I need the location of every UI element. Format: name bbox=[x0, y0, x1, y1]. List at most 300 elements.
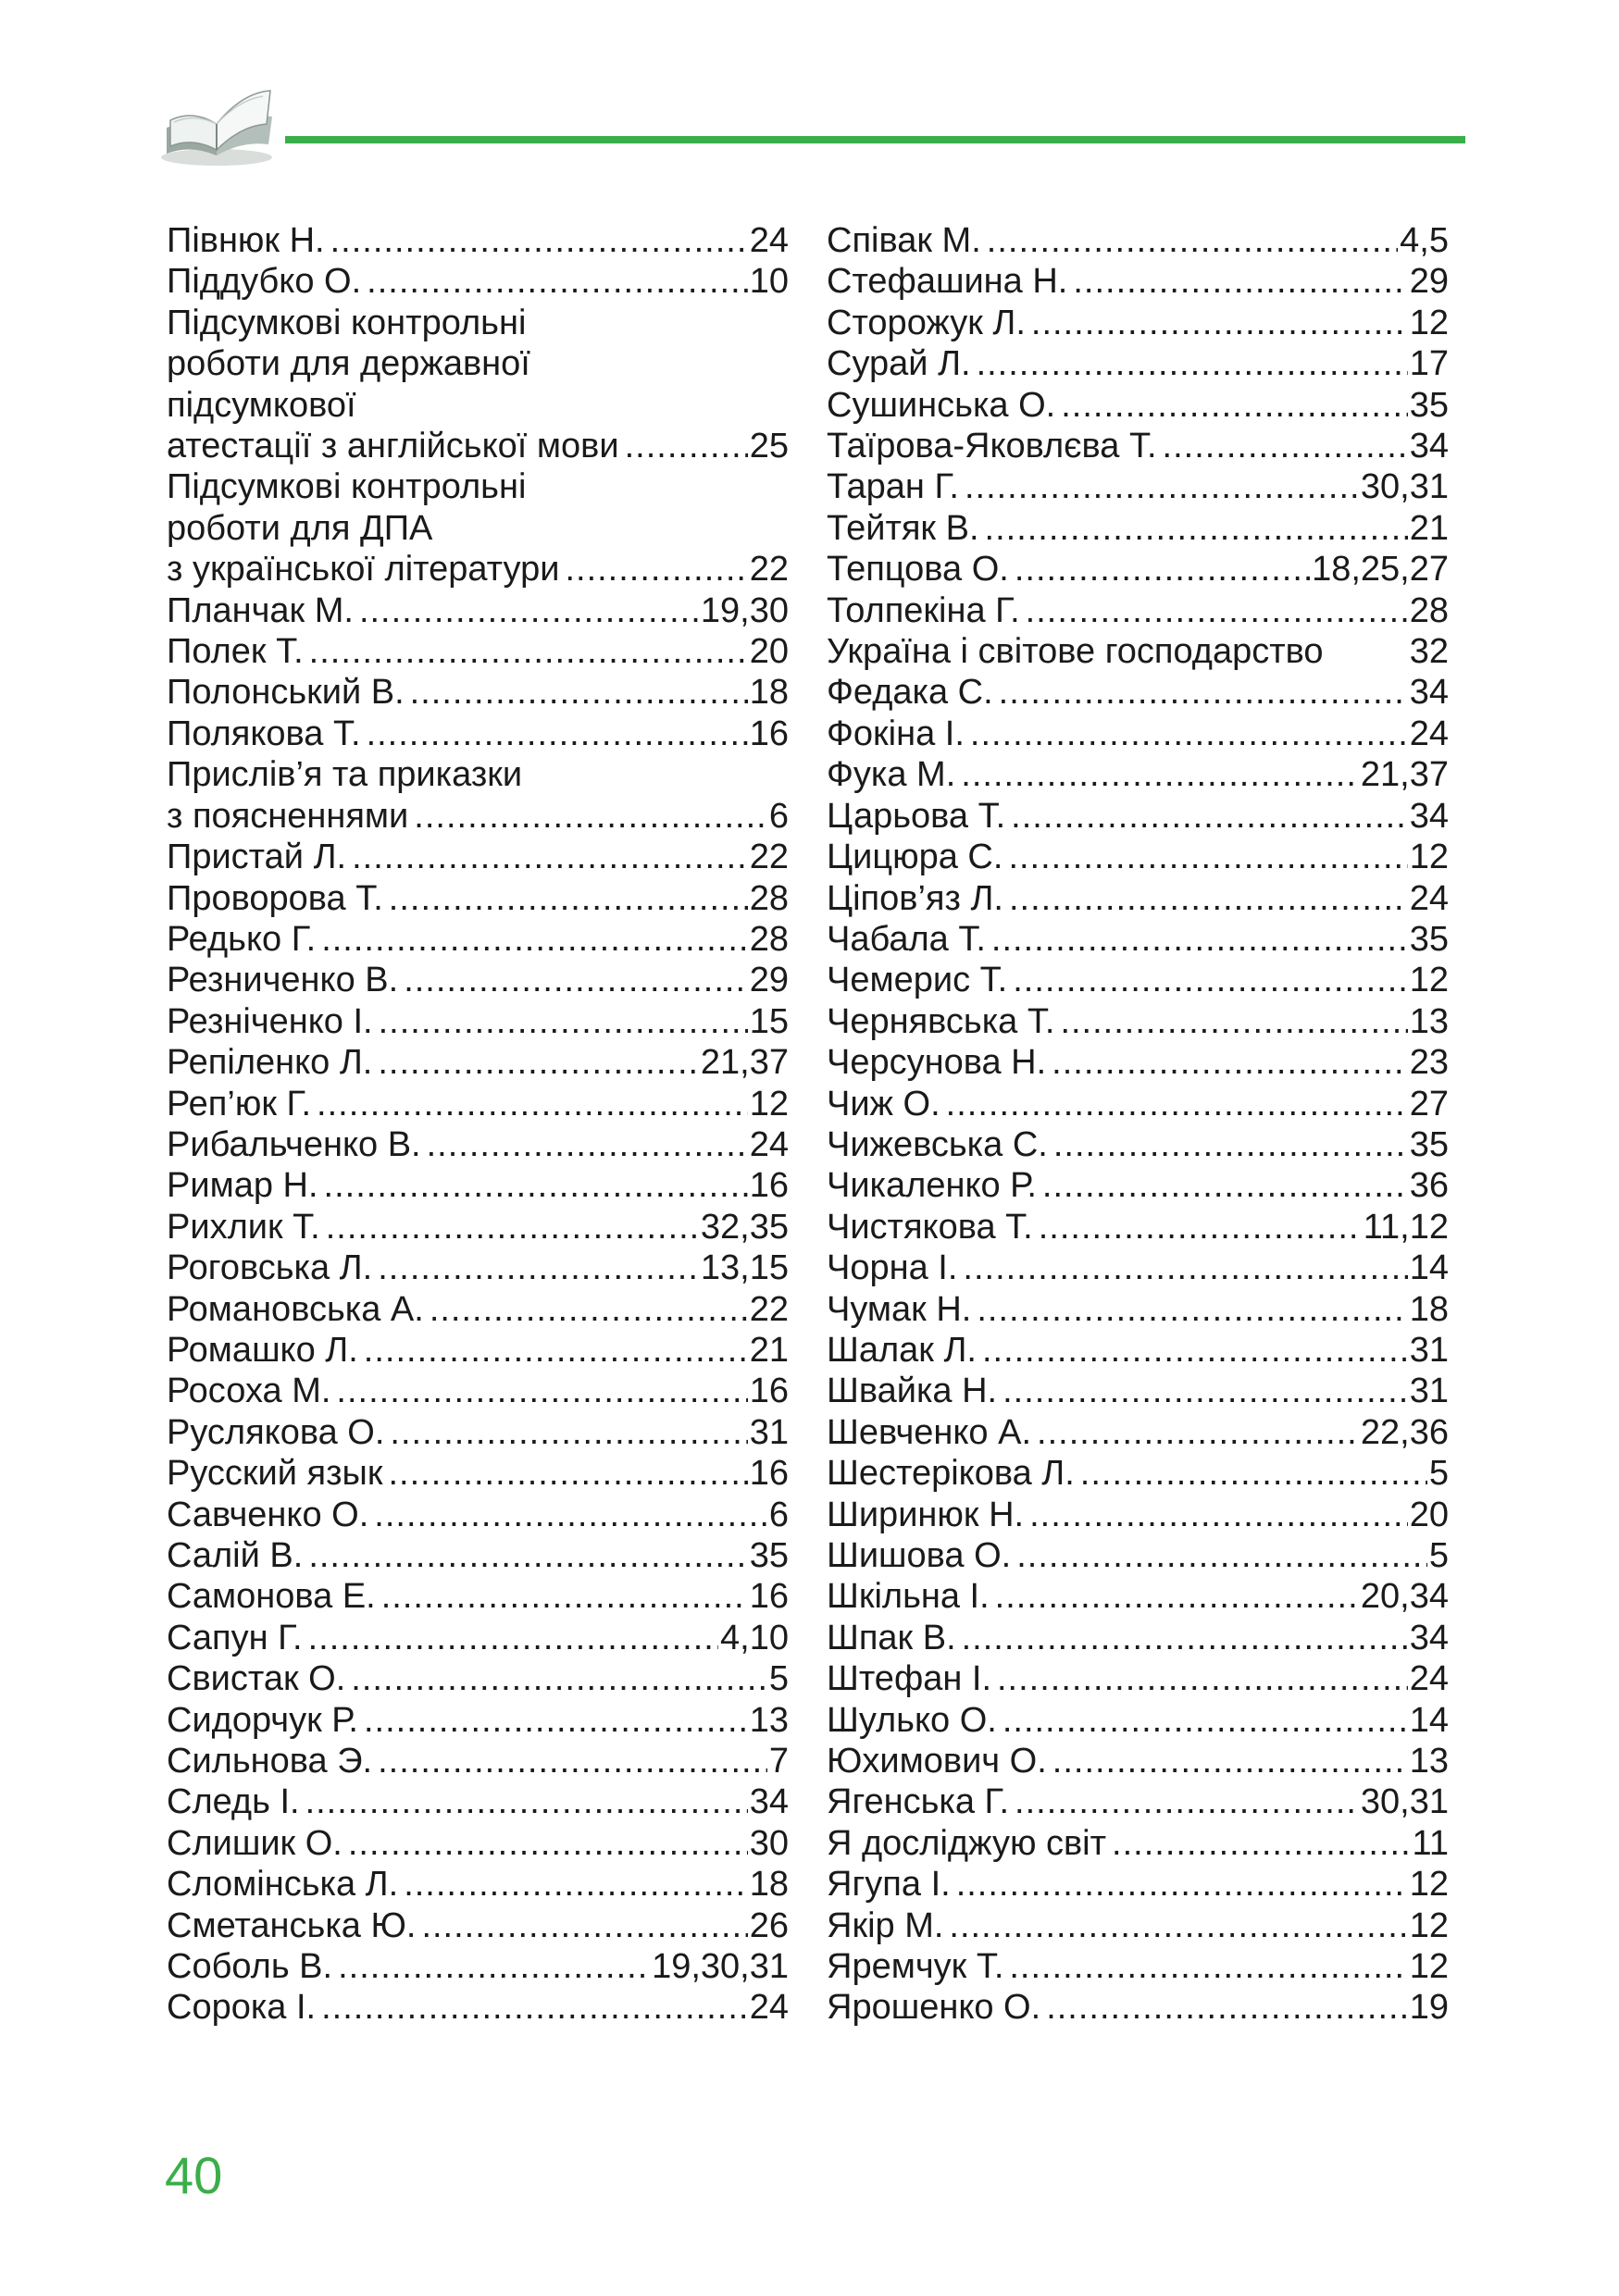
dot-leader bbox=[378, 1247, 699, 1288]
index-entry-name: Романовська А. bbox=[167, 1289, 424, 1329]
dot-leader bbox=[1060, 1001, 1407, 1042]
index-entry-name: Україна і світове господарство bbox=[827, 632, 1324, 672]
index-entry-name: Тепцова О. bbox=[827, 550, 1009, 590]
index-entry-pages: 28 bbox=[1409, 590, 1449, 630]
index-entry-pages: 19,30,31 bbox=[652, 1947, 789, 1987]
index-entry-name: Планчак М. bbox=[167, 590, 354, 630]
index-entry-pages: 35 bbox=[1409, 385, 1449, 425]
index-entry-pages: 13 bbox=[1409, 1001, 1449, 1041]
index-entry-name: Цицюра С. bbox=[827, 838, 1003, 877]
index-entry-name: Руслякова О. bbox=[167, 1412, 385, 1452]
index-entry bbox=[167, 1658, 789, 1699]
index-entry-name: Самонова Е. bbox=[167, 1577, 376, 1617]
index-entry-name: Таїрова-Яковлєва Т. bbox=[827, 427, 1157, 466]
index-entry-pages: 31 bbox=[1409, 1330, 1449, 1370]
index-entry-pages: 22 bbox=[749, 838, 789, 877]
index-entry-row bbox=[167, 1247, 789, 1288]
index-entry-row bbox=[827, 672, 1449, 713]
index-entry-name: Сторожук Л. bbox=[827, 303, 1026, 342]
dot-leader bbox=[625, 426, 748, 466]
index-entry-pages: 16 bbox=[749, 1166, 789, 1206]
index-entry-pages: 35 bbox=[1409, 1124, 1449, 1164]
index-entry-name: Шевченко А. bbox=[827, 1412, 1032, 1452]
index-entry-row bbox=[167, 672, 789, 713]
index-entry-name: Слишик О. bbox=[167, 1823, 342, 1863]
index-entry-pages: 10 bbox=[749, 262, 789, 302]
index-entry-row bbox=[827, 385, 1449, 426]
index-entry-pages: 19,30 bbox=[700, 590, 789, 630]
index-entry-pages: 24 bbox=[749, 221, 789, 260]
index-entry bbox=[827, 549, 1449, 590]
index-entry-pages: 34 bbox=[749, 1782, 789, 1822]
index-entry-name: Піддубко О. bbox=[167, 262, 362, 302]
index-entry-name: Федака С. bbox=[827, 673, 993, 713]
index-entry bbox=[827, 714, 1449, 754]
index-entry bbox=[167, 714, 789, 754]
index-entry-name: Резніченко І. bbox=[167, 1001, 373, 1041]
dot-leader bbox=[1015, 1781, 1359, 1822]
index-entry-pages: 26 bbox=[749, 1905, 789, 1945]
dot-leader bbox=[946, 1084, 1408, 1124]
index-entry bbox=[827, 672, 1449, 713]
index-entry-row bbox=[167, 1289, 789, 1330]
page-number: 40 bbox=[165, 2146, 223, 2204]
dot-leader bbox=[1052, 1741, 1408, 1781]
index-entry-row bbox=[167, 1864, 789, 1905]
dot-leader bbox=[390, 1412, 747, 1453]
index-entry bbox=[827, 1700, 1449, 1741]
index-entry-row bbox=[167, 1535, 789, 1576]
index-entry bbox=[827, 1453, 1449, 1494]
index-entry-row bbox=[827, 1330, 1449, 1371]
dot-leader bbox=[1026, 590, 1408, 631]
index-entry-name: Юхимович О. bbox=[827, 1742, 1047, 1781]
index-entry-pages: 22 bbox=[749, 1289, 789, 1329]
index-entry-pages: 34 bbox=[1409, 796, 1449, 836]
index-entry bbox=[827, 878, 1449, 919]
index-entry-row bbox=[167, 1453, 789, 1494]
index-entry-pages: 36 bbox=[1409, 1166, 1449, 1206]
dot-leader bbox=[389, 878, 748, 919]
dot-leader bbox=[1037, 1412, 1359, 1453]
index-entry-name: Яремчук Т. bbox=[827, 1947, 1004, 1987]
dot-leader bbox=[351, 1658, 767, 1699]
index-entry bbox=[827, 1165, 1449, 1206]
index-entry-name: Сорока І. bbox=[167, 1988, 317, 2028]
dot-leader bbox=[1016, 1535, 1427, 1576]
index-entry-row bbox=[827, 1946, 1449, 1987]
index-entry-pages: 18 bbox=[749, 673, 789, 713]
index-entry-row bbox=[827, 1741, 1449, 1781]
index-entry-name: Сметанська Ю. bbox=[167, 1905, 417, 1945]
dot-leader bbox=[1042, 1165, 1408, 1206]
index-entry-pages: 24 bbox=[749, 1124, 789, 1164]
index-entry-name: Следь І. bbox=[167, 1782, 300, 1822]
index-entry-row bbox=[167, 1658, 789, 1699]
index-entry bbox=[827, 1289, 1449, 1330]
index-entry-name: Ягупа І. bbox=[827, 1865, 951, 1905]
index-entry bbox=[827, 1823, 1449, 1864]
index-entry bbox=[827, 1741, 1449, 1781]
index-entry-row bbox=[167, 1576, 789, 1617]
index-entry-pages: 24 bbox=[749, 1988, 789, 2028]
index-entry-row bbox=[167, 1905, 789, 1946]
index-entry-name: Півнюк Н. bbox=[167, 221, 325, 260]
dot-leader bbox=[330, 220, 748, 261]
dot-leader bbox=[404, 1864, 748, 1905]
index-entry-row bbox=[827, 508, 1449, 549]
index-entry-pages: 22,36 bbox=[1360, 1412, 1449, 1452]
index-entry-name: Полякова Т. bbox=[167, 714, 361, 753]
index-entry-name: Римар Н. bbox=[167, 1166, 318, 1206]
index-entry-pages: 11 bbox=[1412, 1823, 1449, 1863]
index-entry-name: Ромашко Л. bbox=[167, 1330, 358, 1370]
dot-leader bbox=[977, 1289, 1407, 1330]
index-entry-name: Ціпов’яз Л. bbox=[827, 878, 1003, 918]
index-entry bbox=[167, 672, 789, 713]
index-entry-name: Якір М. bbox=[827, 1905, 944, 1945]
dot-leader bbox=[1163, 426, 1408, 466]
index-entry bbox=[827, 1124, 1449, 1165]
index-entry-pages: 13 bbox=[749, 1700, 789, 1740]
dot-leader bbox=[336, 1371, 747, 1411]
index-entry-pages: 12 bbox=[1409, 1905, 1449, 1945]
index-entry-name: атестації з англійської мови bbox=[167, 427, 619, 466]
index-entry-row bbox=[827, 343, 1449, 384]
index-entry-row bbox=[827, 220, 1449, 261]
index-entry bbox=[827, 1371, 1449, 1411]
index-entry-pages: 34 bbox=[1409, 673, 1449, 713]
dot-leader bbox=[348, 1823, 748, 1864]
index-entry-row bbox=[167, 261, 789, 302]
index-entry-row bbox=[167, 1618, 789, 1658]
index-entry-name: Сапун Г. bbox=[167, 1618, 303, 1657]
dot-leader bbox=[1008, 837, 1407, 877]
dot-leader bbox=[430, 1289, 748, 1330]
dot-leader bbox=[421, 1905, 747, 1946]
index-entry-row bbox=[827, 1905, 1449, 1946]
index-entry-name: Репіленко Л. bbox=[167, 1043, 373, 1083]
page-header bbox=[0, 0, 1619, 185]
dot-leader bbox=[367, 714, 748, 754]
dot-leader bbox=[410, 672, 748, 713]
index-entry-line: Прислів’я та приказки bbox=[167, 755, 523, 795]
index-entry bbox=[827, 426, 1449, 466]
index-entry bbox=[827, 1001, 1449, 1042]
index-entry-name: Сушинська О. bbox=[827, 385, 1056, 425]
index-entry-row bbox=[827, 1042, 1449, 1083]
index-entry bbox=[167, 1289, 789, 1330]
index-entry-pages: 16 bbox=[749, 1371, 789, 1411]
index-entry-row bbox=[167, 1042, 789, 1083]
index-entry-row bbox=[827, 261, 1449, 302]
index-entry bbox=[167, 837, 789, 877]
index-entry-pages: 16 bbox=[749, 714, 789, 753]
index-entry-row bbox=[827, 1658, 1449, 1699]
index-entry-pages: 32,35 bbox=[700, 1207, 789, 1247]
index-entry-row bbox=[167, 1371, 789, 1411]
index-entry-row bbox=[827, 1823, 1449, 1864]
index-entry-name: Сидорчук Р. bbox=[167, 1700, 358, 1740]
dot-leader bbox=[309, 631, 748, 672]
index-entry bbox=[167, 631, 789, 672]
index-entry-name: Толпекіна Г. bbox=[827, 590, 1020, 630]
dot-leader bbox=[1015, 549, 1310, 590]
dot-leader bbox=[1003, 1700, 1408, 1741]
index-entry bbox=[167, 878, 789, 919]
index-entry-row bbox=[827, 714, 1449, 754]
index-entry-name: Свистак О. bbox=[167, 1659, 346, 1699]
dot-leader bbox=[985, 508, 1408, 549]
index-entry bbox=[167, 1084, 789, 1124]
index-entry bbox=[167, 919, 789, 960]
dot-leader bbox=[1009, 878, 1408, 919]
index-entry-name: Шулько О. bbox=[827, 1700, 997, 1740]
index-entry-row bbox=[827, 1412, 1449, 1453]
index-entry-row bbox=[167, 1165, 789, 1206]
index-entry-line: роботи для ДПА bbox=[167, 508, 433, 548]
index-entry-row bbox=[167, 1741, 789, 1781]
dot-leader bbox=[1073, 261, 1407, 302]
index-entry-pages: 6 bbox=[768, 796, 789, 836]
index-entry bbox=[167, 220, 789, 261]
dot-leader bbox=[1053, 1124, 1408, 1165]
index-entry-pages: 13,15 bbox=[700, 1248, 789, 1288]
dot-leader bbox=[962, 1618, 1408, 1658]
index-entry-name: Чорна І. bbox=[827, 1248, 958, 1288]
index-entry-row bbox=[827, 960, 1449, 1000]
index-entry-pages: 15 bbox=[749, 1001, 789, 1041]
index-entry-name: Чиж О. bbox=[827, 1084, 940, 1123]
index-entry-pages: 12 bbox=[1409, 1947, 1449, 1987]
dot-leader bbox=[317, 1084, 748, 1124]
index-entry bbox=[827, 837, 1449, 877]
index-entry-pages: 20 bbox=[1409, 1495, 1449, 1534]
index-entry-pages: 22 bbox=[749, 550, 789, 590]
dot-leader bbox=[963, 1247, 1407, 1288]
index-entry-pages: 24 bbox=[1409, 1659, 1449, 1699]
dot-leader bbox=[1039, 1207, 1362, 1247]
index-entry bbox=[827, 1247, 1449, 1288]
index-entry-pages: 5 bbox=[1428, 1454, 1449, 1494]
dot-leader bbox=[965, 466, 1359, 507]
index-entry bbox=[827, 1905, 1449, 1946]
index-entry-row bbox=[167, 1700, 789, 1741]
index-entry bbox=[827, 1042, 1449, 1083]
index-entry-pages: 31 bbox=[1409, 1371, 1449, 1411]
index-entry bbox=[827, 385, 1449, 426]
index-entry-name: Тейтяк В. bbox=[827, 508, 979, 548]
index-entry-name: Сломінська Л. bbox=[167, 1865, 399, 1905]
index-entry bbox=[827, 1618, 1449, 1658]
dot-leader bbox=[982, 1330, 1408, 1371]
index-entry-row bbox=[827, 1207, 1449, 1247]
index-entry bbox=[167, 1453, 789, 1494]
index-entry-row bbox=[827, 466, 1449, 507]
index-entry-pages: 24 bbox=[1409, 714, 1449, 753]
index-entry bbox=[167, 590, 789, 631]
dot-leader bbox=[1061, 385, 1408, 426]
dot-leader bbox=[995, 1576, 1359, 1617]
index-entry-row bbox=[827, 1289, 1449, 1330]
index-entry bbox=[167, 1535, 789, 1576]
index-entry-row bbox=[167, 1124, 789, 1165]
dot-leader bbox=[1046, 1987, 1408, 2028]
index-entry-row bbox=[167, 1987, 789, 2028]
dot-leader bbox=[326, 1207, 699, 1247]
index-entry-name: Царьова Т. bbox=[827, 796, 1006, 836]
dot-leader bbox=[381, 1576, 748, 1617]
index-entry-pages: 17 bbox=[1409, 344, 1449, 384]
dot-leader bbox=[1003, 1371, 1408, 1411]
index-entry-name: Стефашина Н. bbox=[827, 262, 1068, 302]
index-entry-name: Чумак Н. bbox=[827, 1289, 972, 1329]
index-entry-pages: 27 bbox=[1409, 1084, 1449, 1123]
dot-leader bbox=[565, 549, 747, 590]
dot-leader bbox=[305, 1781, 748, 1822]
index-entry-name: Шпак В. bbox=[827, 1618, 956, 1657]
index-entry bbox=[167, 1864, 789, 1905]
index-entry-name: Швайка Н. bbox=[827, 1371, 998, 1411]
index-entry bbox=[827, 1946, 1449, 1987]
index-entry-pages: 4,5 bbox=[1400, 221, 1449, 260]
index-entry-row bbox=[827, 426, 1449, 466]
index-entry-pages: 28 bbox=[749, 919, 789, 959]
index-entry-row bbox=[827, 1247, 1449, 1288]
index-entry-name: Савченко О. bbox=[167, 1495, 369, 1534]
dot-leader bbox=[378, 1042, 699, 1083]
index-entry-name: Шкільна І. bbox=[827, 1577, 990, 1617]
index-entry-row bbox=[167, 631, 789, 672]
index-entry-row bbox=[167, 796, 789, 837]
index-entry bbox=[167, 1618, 789, 1658]
index-entry bbox=[827, 343, 1449, 384]
index-entry-row bbox=[827, 1124, 1449, 1165]
dot-leader bbox=[977, 343, 1408, 384]
index-entry-row bbox=[167, 1330, 789, 1371]
index-entry bbox=[167, 1495, 789, 1535]
index-entry bbox=[167, 303, 789, 467]
dot-leader bbox=[389, 1453, 748, 1494]
index-entry-name: Чижевська С. bbox=[827, 1124, 1048, 1164]
index-entry bbox=[827, 960, 1449, 1000]
dot-leader bbox=[338, 1946, 650, 1987]
dot-leader bbox=[352, 837, 748, 877]
dot-leader bbox=[324, 1165, 748, 1206]
index-entry-row bbox=[167, 549, 789, 590]
index-entry-pages: 14 bbox=[1409, 1248, 1449, 1288]
dot-leader bbox=[308, 1535, 747, 1576]
dot-leader bbox=[1112, 1823, 1411, 1864]
index-entry-row bbox=[167, 220, 789, 261]
index-entry bbox=[167, 960, 789, 1000]
index-entry-name: Шишова О. bbox=[827, 1536, 1012, 1575]
index-entry-name: Соболь В. bbox=[167, 1947, 333, 1987]
dot-leader bbox=[961, 754, 1359, 795]
index-entry-pages: 34 bbox=[1409, 427, 1449, 466]
index-entry bbox=[167, 1576, 789, 1617]
index-entry bbox=[167, 1946, 789, 1987]
index-entry bbox=[167, 1371, 789, 1411]
dot-leader bbox=[956, 1864, 1408, 1905]
index-entry-name: Сурай Л. bbox=[827, 344, 971, 384]
index-column-right bbox=[827, 220, 1449, 2029]
index-entry-name: Полек Т. bbox=[167, 632, 304, 672]
index-entry bbox=[167, 1412, 789, 1453]
index-entry-name: Ширинюк Н. bbox=[827, 1495, 1025, 1534]
index-entry-pages: 23 bbox=[1409, 1043, 1449, 1083]
index-entry bbox=[167, 1247, 789, 1288]
dot-leader bbox=[374, 1495, 767, 1535]
index-entry-name: Чабала Т. bbox=[827, 919, 986, 959]
dot-leader bbox=[949, 1905, 1407, 1946]
dot-leader bbox=[308, 1618, 718, 1658]
index-entry-row bbox=[827, 1453, 1449, 1494]
index-entry-row bbox=[827, 631, 1449, 672]
index-entry-name: Чикаленко Р. bbox=[827, 1166, 1037, 1206]
index-entry-name: Співак М. bbox=[827, 221, 981, 260]
index-entry-pages: 28 bbox=[749, 878, 789, 918]
index-entry-name: з української літератури bbox=[167, 550, 560, 590]
index-entry-name: Ягенська Г. bbox=[827, 1782, 1010, 1822]
index-entry-row bbox=[827, 919, 1449, 960]
index-entry-row bbox=[827, 1700, 1449, 1741]
index-entry-name: Шестерікова Л. bbox=[827, 1454, 1075, 1494]
index-entry-pages: 35 bbox=[749, 1536, 789, 1575]
index-entry-name: Рихлик Т. bbox=[167, 1207, 320, 1247]
index-entry-pages: 30,31 bbox=[1360, 1782, 1449, 1822]
index-entry-pages: 34 bbox=[1409, 1618, 1449, 1657]
index-entry-pages: 30,31 bbox=[1360, 467, 1449, 507]
dot-leader bbox=[1009, 1946, 1407, 1987]
dot-leader bbox=[321, 1987, 748, 2028]
index-entry-pages: 24 bbox=[1409, 878, 1449, 918]
index-entry bbox=[167, 466, 789, 590]
index-entry-pages: 25 bbox=[749, 427, 789, 466]
index-entry-row bbox=[827, 1987, 1449, 2028]
index-entry-row bbox=[827, 1864, 1449, 1905]
index-entry-row bbox=[167, 1823, 789, 1864]
index-entry-name: Таран Г. bbox=[827, 467, 959, 507]
open-book-icon bbox=[159, 72, 280, 174]
index-entry-row bbox=[167, 919, 789, 960]
dot-leader bbox=[997, 1658, 1408, 1699]
index-entry-pages: 16 bbox=[749, 1577, 789, 1617]
index-entry-pages: 4,10 bbox=[720, 1618, 789, 1657]
index-entry-name: Чистякова Т. bbox=[827, 1207, 1033, 1247]
index-entry bbox=[827, 631, 1449, 672]
index-entry-line: Підсумкові контрольні bbox=[167, 303, 527, 342]
index-entry-row bbox=[827, 1371, 1449, 1411]
index-entry-row bbox=[827, 1618, 1449, 1658]
index-entry bbox=[167, 1987, 789, 2028]
index-entry-pages: 18 bbox=[1409, 1289, 1449, 1329]
index-entry-pages: 13 bbox=[1409, 1742, 1449, 1781]
index-entry-name: Черсунова Н. bbox=[827, 1043, 1047, 1083]
dot-leader bbox=[404, 960, 748, 1000]
index-entry-line: Підсумкові контрольні bbox=[167, 467, 527, 507]
index-entry-row bbox=[167, 426, 789, 466]
index-entry bbox=[167, 1207, 789, 1247]
index-entry-pages: 29 bbox=[749, 961, 789, 1000]
index-entry-pages: 30 bbox=[749, 1823, 789, 1863]
index-entry-name: Ярошенко О. bbox=[827, 1988, 1041, 2028]
index-entry-row bbox=[167, 1001, 789, 1042]
index-entry bbox=[167, 1330, 789, 1371]
dot-leader bbox=[1031, 303, 1408, 343]
index-entry-pages: 12 bbox=[749, 1084, 789, 1123]
index-entry-row bbox=[827, 1495, 1449, 1535]
